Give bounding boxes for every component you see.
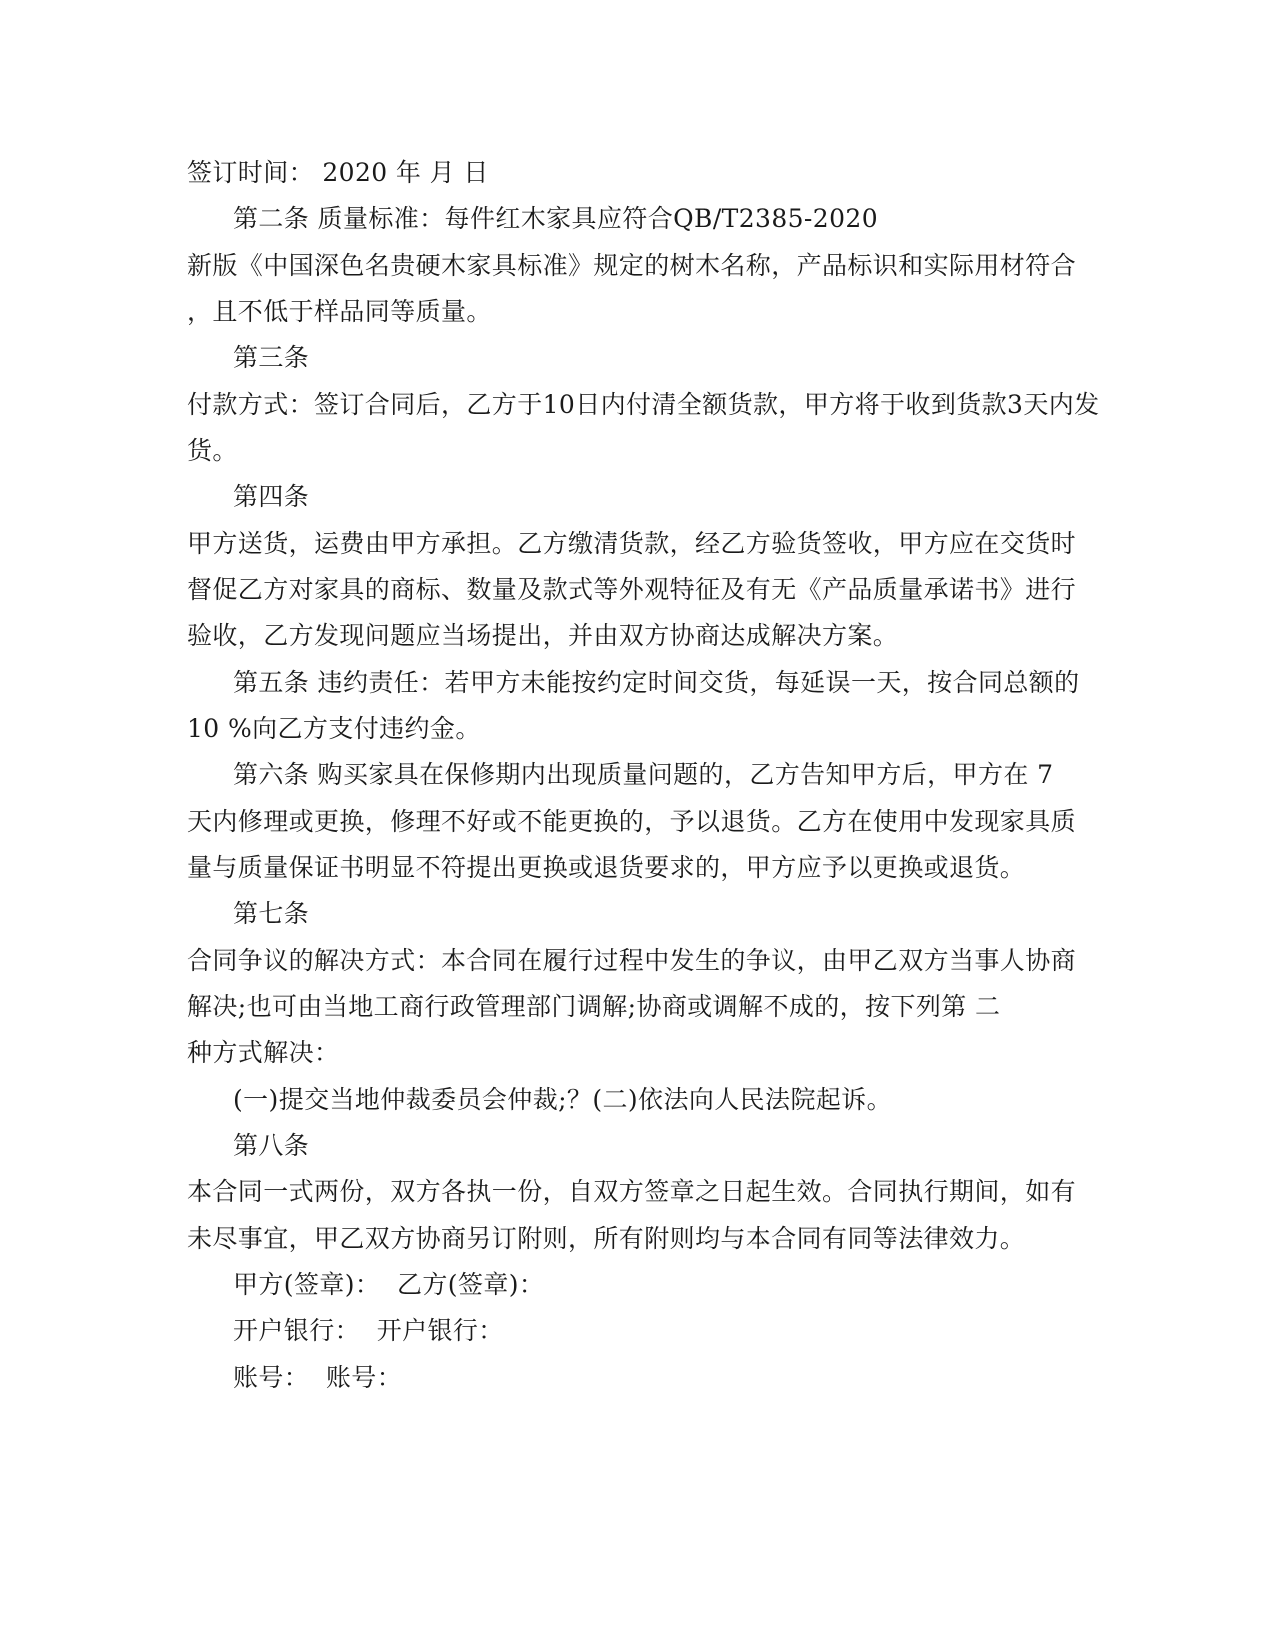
article-5-text-line: 10 %向乙方支付违约金。 [187, 714, 481, 743]
signing-date-line: 签订时间： 2020 年 月 日 [187, 158, 489, 187]
signature-line: 甲方(签章)： 乙方(签章)： [233, 1270, 545, 1299]
article-7-text-line-3: 种方式解决： [187, 1038, 340, 1067]
article-7-text-line-2: 解决;也可由当地工商行政管理部门调解;协商或调解不成的，按下列第 二 [187, 992, 1001, 1021]
article-2-text-line-2: ，且不低于样品同等质量。 [187, 297, 492, 326]
article-3-heading: 第三条 [233, 343, 310, 372]
article-6-text-line-1: 天内修理或更换，修理不好或不能更换的，予以退货。乙方在使用中发现家具质 [187, 807, 1077, 836]
article-4-text-line-3: 验收，乙方发现问题应当场提出，并由双方协商达成解决方案。 [187, 621, 899, 650]
article-6-text-line-2: 量与质量保证书明显不符提出更换或退货要求的，甲方应予以更换或退货。 [187, 853, 1026, 882]
article-8-text-line-2: 未尽事宜，甲乙双方协商另订附则，所有附则均与本合同有同等法律效力。 [187, 1224, 1026, 1253]
article-5-heading-line: 第五条 违约责任：若甲方未能按约定时间交货，每延误一天，按合同总额的 [233, 668, 1080, 697]
article-7-heading: 第七条 [233, 899, 310, 928]
article-8-heading: 第八条 [233, 1131, 310, 1160]
article-3-text-line-2: 货。 [187, 436, 238, 465]
article-2-text-line-1: 新版《中国深色名贵硬木家具标准》规定的树木名称，产品标识和实际用材符合 [187, 251, 1077, 280]
article-3-text-line-1: 付款方式：签订合同后，乙方于10日内付清全额货款，甲方将于收到货款3天内发 [187, 390, 1100, 419]
article-4-text-line-2: 督促乙方对家具的商标、数量及款式等外观特征及有无《产品质量承诺书》进行 [187, 575, 1077, 604]
article-8-text-line-1: 本合同一式两份，双方各执一份，自双方签章之日起生效。合同执行期间，如有 [187, 1177, 1077, 1206]
article-6-heading-line: 第六条 购买家具在保修期内出现质量问题的，乙方告知甲方后，甲方在 7 [233, 760, 1054, 789]
bank-line: 开户银行： 开户银行： [233, 1316, 504, 1345]
account-line: 账号： 账号： [233, 1363, 403, 1392]
article-7-options-line: (一)提交当地仲裁委员会仲裁;？(二)依法向人民法院起诉。 [233, 1085, 893, 1114]
article-4-text-line-1: 甲方送货，运费由甲方承担。乙方缴清货款，经乙方验货签收，甲方应在交货时 [187, 529, 1077, 558]
article-4-heading: 第四条 [233, 482, 310, 511]
article-2-heading-line: 第二条 质量标准：每件红木家具应符合QB/T2385-2020 [233, 204, 879, 233]
article-7-text-line-1: 合同争议的解决方式：本合同在履行过程中发生的争议，由甲乙双方当事人协商 [187, 946, 1077, 975]
